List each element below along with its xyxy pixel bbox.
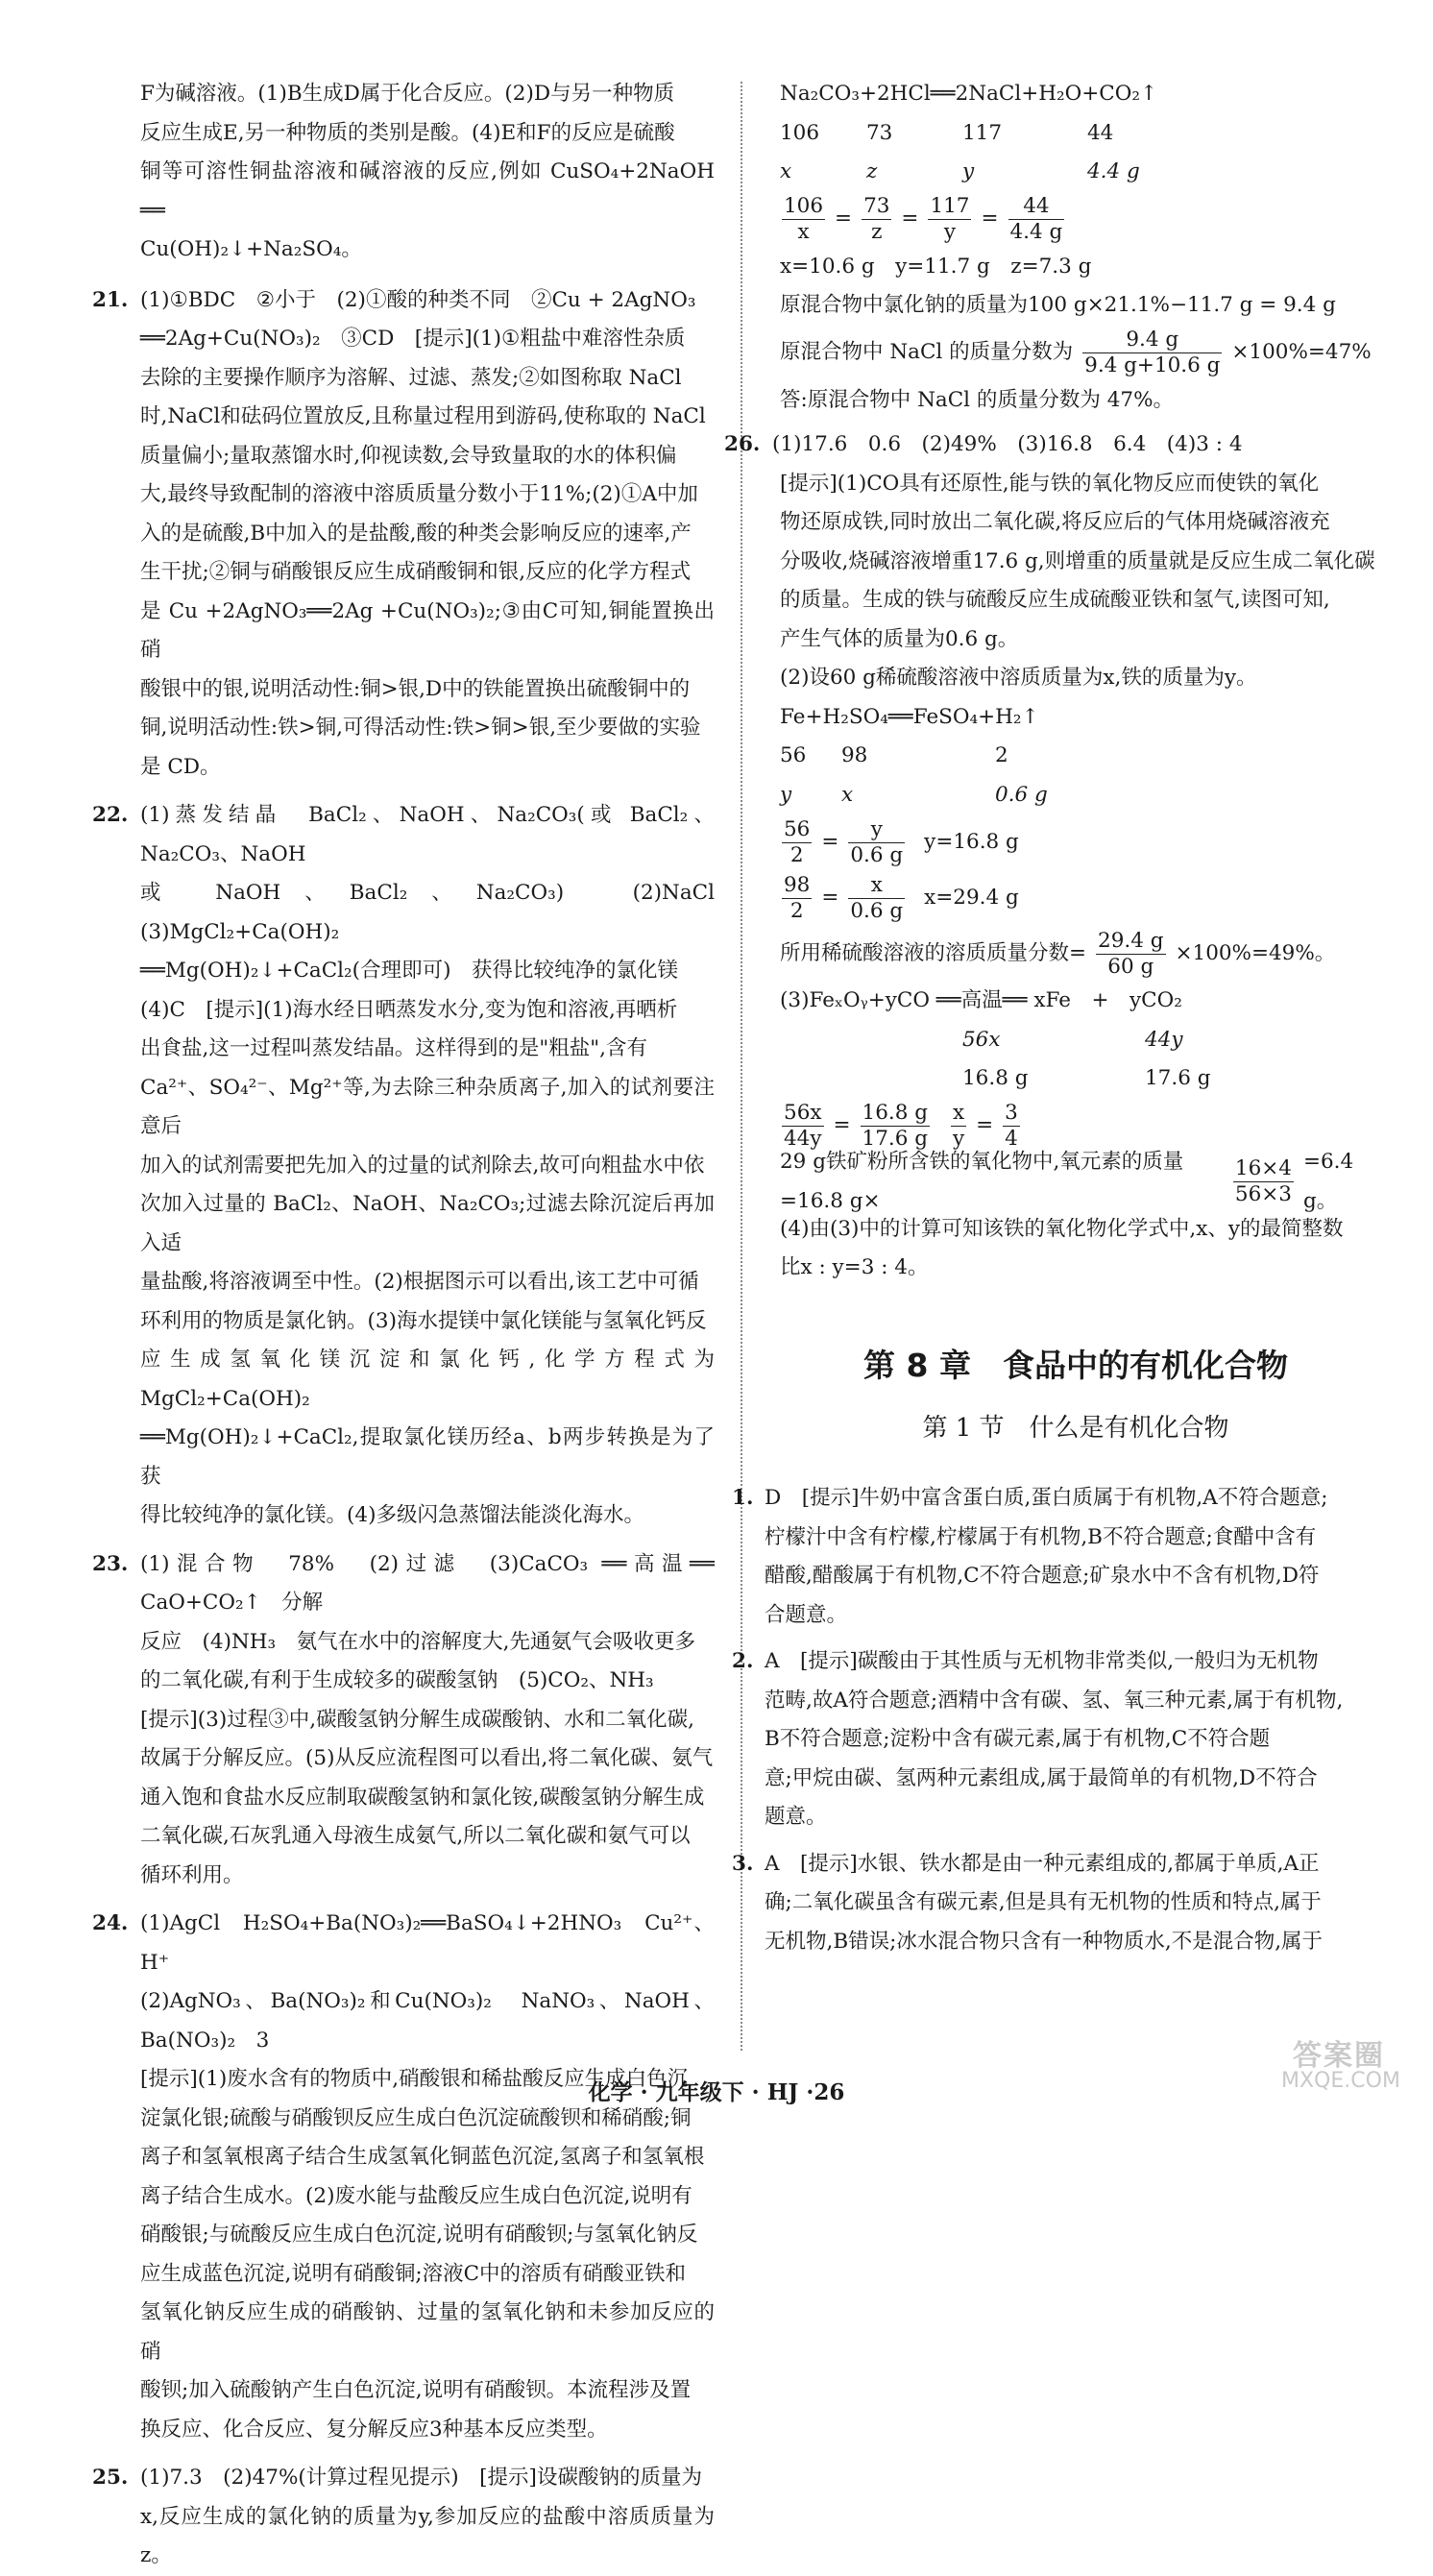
denominator: 60 g	[1107, 954, 1154, 979]
question-23	[92, 1545, 715, 1896]
numerator: 16.8 g	[862, 1101, 928, 1125]
fraction-line	[780, 1150, 1383, 1213]
text-line: [提示](1)CO具有还原性,能与铁的氧化物反应而使铁的氧化	[780, 471, 1320, 496]
fraction	[1082, 328, 1222, 378]
var: x	[780, 159, 792, 183]
question-number: 26.	[724, 432, 761, 456]
text-line: 意;甲烷由碳、氢两种元素组成,属于最简单的有机物,D不符合	[765, 1765, 1318, 1790]
question-22	[92, 796, 736, 1536]
text-line: (1)①BDC ②小于 (2)①酸的种类不同 ②Cu + 2AgNO₃	[140, 287, 696, 312]
mass: 44y	[1145, 1027, 1183, 1052]
denominator: 17.6 g	[862, 1127, 928, 1151]
mass: 117	[962, 120, 1003, 145]
denominator: 2	[789, 898, 804, 923]
numerator: 98	[784, 872, 811, 897]
answer-line: 答:原混合物中 NaCl 的质量分数为 47%。	[780, 387, 1174, 412]
text-line: 题意。	[765, 1805, 827, 1829]
denominator: 56×3	[1234, 1182, 1292, 1206]
text-line: 是 CD。	[140, 754, 221, 779]
text-line: 出食盐,这一过程叫蒸发结晶。这样得到的是"粗盐",含有	[140, 1036, 647, 1060]
question-number: 1.	[732, 1486, 754, 1510]
text-line: ══Mg(OH)₂↓+CaCl₂,提取氯化镁历经a、b两步转换是为了获	[140, 1425, 715, 1489]
var: 4.4 g	[1087, 159, 1140, 183]
text-fragment: ×100%=49%。	[1175, 940, 1336, 965]
question-1	[732, 1479, 1383, 1635]
var: y	[962, 159, 975, 183]
equation: (3)FeₓOᵧ+yCO ══高温══ xFe + yCO₂	[780, 988, 1182, 1012]
text-line: 铜,说明活动性:铁>铜,可得活动性:铁>铜>银,至少要做的实验	[140, 716, 701, 740]
text-line: 生干扰;②铜与硝酸银反应生成硝酸铜和银,反应的化学方程式	[140, 560, 692, 584]
denominator: 9.4 g+10.6 g	[1084, 353, 1221, 377]
right-column-lower	[732, 1479, 1383, 1961]
text-line: 次加入过量的 BaCl₂、NaOH、Na₂CO₃;过滤去除沉淀后再加入适	[140, 1192, 715, 1255]
numerator: 106	[784, 194, 824, 218]
ratio-equation: $\frac{56}{2}$ = $\frac{y}{0.6 g}$ y=16.8 g	[784, 816, 1019, 867]
numerator: y	[848, 817, 905, 843]
text-line: (1)蒸发结晶 BaCl₂、NaOH、Na₂CO₃(或 BaCl₂、Na₂CO₃、NaOH	[140, 803, 715, 866]
question-2	[732, 1642, 1383, 1837]
text-line: 故属于分解反应。(5)从反应流程图可以看出,将二氧化碳、氨气	[140, 1746, 714, 1770]
text-line: Ca²⁺、SO₄²⁻、Mg²⁺等,为去除三种杂质离子,加入的试剂要注意后	[140, 1075, 715, 1138]
mass: 56	[780, 743, 807, 767]
text-line: Cu(OH)₂↓+Na₂SO₄。	[140, 237, 362, 261]
question-number: 25.	[92, 2466, 129, 2490]
numerator: 56x	[782, 1101, 824, 1127]
question-number: 3.	[732, 1851, 754, 1876]
text-line: 时,NaCl和砝码位置放反,且称量过程用到游码,使称取的 NaCl	[140, 404, 706, 428]
fraction	[1233, 1156, 1294, 1207]
ratio-equation: $\frac{56x}{44y}$ = $\frac{16.8 g}{17.6 g}$ $\frac{x}{y}$ = $\frac{3}{4}$	[784, 1101, 1018, 1151]
var-row	[780, 776, 1383, 815]
text-line: (4)由(3)中的计算可知该铁的氧化物化学式中,x、y的最简整数	[780, 1216, 1344, 1241]
text-line: 离子结合生成水。(2)废水能与盐酸反应生成白色沉淀,说明有	[140, 2183, 692, 2208]
fraction-line	[780, 326, 1383, 381]
text-line: (1)AgCl H₂SO₄+Ba(NO₃)₂══BaSO₄↓+2HNO₃ Cu²⁺、H⁺	[140, 1911, 715, 1975]
solution-line: x=10.6 g y=11.7 g z=7.3 g	[780, 254, 1092, 279]
text-line: 比x : y=3 : 4。	[780, 1255, 929, 1279]
equation: Na₂CO₃+2HCl══2NaCl+H₂O+CO₂↑	[780, 82, 1157, 106]
var: 16.8 g	[962, 1066, 1029, 1090]
text-line: (1)7.3 (2)47%(计算过程见提示) [提示]设碳酸钠的质量为	[140, 2466, 702, 2490]
text-line: x,反应生成的氯化钠的质量为y,参加反应的盐酸中溶质质量为z。	[140, 2504, 715, 2567]
text-line: 确;二氧化碳虽含有碳元素,但是具有无机物的性质和特点,属于	[765, 1890, 1322, 1914]
text-line: 应生成蓝色沉淀,说明有硝酸铜;溶液C中的溶质有硝酸亚铁和	[140, 2261, 687, 2286]
text-line: 去除的主要操作顺序为溶解、过滤、蒸发;②如图称取 NaCl	[140, 365, 682, 390]
ratio-equation: $\frac{106}{x}$ = $\frac{73}{z}$ = $\frac{117}{y}$ = $\frac{44}{4.4 g}$	[784, 194, 1063, 244]
question-3	[732, 1845, 1383, 1962]
text-line: 应生成氢氧化镁沉淀和氯化钙,化学方程式为 MgCl₂+Ca(OH)₂	[140, 1348, 715, 1411]
text-line: [提示](3)过程③中,碳酸氢钠分解生成碳酸钠、水和二氧化碳,	[140, 1707, 694, 1732]
text-line: 的质量。生成的铁与硫酸反应生成硫酸亚铁和氢气,读图可知,	[780, 588, 1330, 612]
numerator: 9.4 g	[1082, 328, 1222, 353]
watermark-logo: 答案圈	[1293, 2039, 1385, 2073]
text-line: 铜等可溶性铜盐溶液和碱溶液的反应,例如 CuSO₄+2NaOH ══	[140, 159, 715, 223]
mass: 2	[995, 743, 1008, 767]
question-26	[724, 425, 1383, 1288]
text-line: ══2Ag+Cu(NO₃)₂ ③CD [提示](1)①粗盐中难溶性杂质	[140, 327, 686, 351]
text-line: 质量偏小;量取蒸馏水时,仰视读数,会导致量取的水的体积偏	[140, 443, 677, 468]
text-line: (2)AgNO₃、Ba(NO₃)₂和Cu(NO₃)₂ NaNO₃、NaOH、Ba(NO₃)₂ 3	[140, 1989, 715, 2053]
text-line: [提示](1)废水含有的物质中,硝酸银和稀盐酸反应生成白色沉	[140, 2067, 689, 2091]
denominator: x	[797, 220, 810, 244]
var-row	[780, 1059, 1383, 1099]
text-line: 淀氯化银;硫酸与硝酸钡反应生成白色沉淀硫酸钡和稀硝酸;铜	[140, 2105, 692, 2130]
text-line: 硝酸银;与硫酸反应生成白色沉淀,说明有硝酸钡;与氢氧化钠反	[140, 2223, 698, 2247]
text-line: (4)C [提示](1)海水经日晒蒸发水分,变为饱和溶液,再晒析	[140, 997, 678, 1022]
section-title: 第 1 节 什么是有机化合物	[922, 1414, 1229, 1443]
numerator: 117	[930, 194, 970, 218]
mass: 56x	[962, 1027, 1001, 1052]
text-line: 加入的试剂需要把先加入的过量的试剂除去,故可向粗盐水中依	[140, 1153, 705, 1178]
text-line: 反应生成E,另一种物质的类别是酸。(4)E和F的反应是硫酸	[140, 120, 675, 145]
q25-solution	[768, 75, 1383, 420]
numerator: 73	[863, 194, 890, 218]
var: z	[866, 159, 878, 183]
text-fragment: =6.4 g。	[1302, 1150, 1354, 1213]
denominator: 4.4 g	[1009, 220, 1063, 244]
text-line: D [提示]牛奶中富含蛋白质,蛋白质属于有机物,A不符合题意;	[765, 1486, 1328, 1510]
mass: 44	[1087, 120, 1114, 145]
var: 0.6 g	[995, 782, 1048, 807]
var: y	[780, 782, 792, 807]
text-line: 无机物,B错误;冰水混合物只含有一种物质水,不是混合物,属于	[765, 1929, 1324, 1954]
text-line: 循环利用。	[140, 1862, 244, 1887]
text-line: 柠檬汁中含有柠檬,柠檬属于有机物,B不符合题意;食醋中含有	[765, 1524, 1317, 1549]
var: 17.6 g	[1145, 1066, 1211, 1090]
denominator: 0.6 g	[850, 842, 904, 867]
text-line: 环利用的物质是氯化钠。(3)海水提镁中氯化镁能与氢氧化钙反	[140, 1308, 707, 1333]
intro-block	[92, 75, 715, 270]
text-line: 醋酸,醋酸属于有机物,C不符合题意;矿泉水中不含有机物,D符	[765, 1564, 1320, 1588]
numerator: 56	[784, 816, 811, 841]
right-column	[724, 75, 1383, 1288]
text-line: 氢氧化钠反应生成的硝酸钠、过量的氢氧化钠和未参加反应的硝	[140, 2300, 715, 2364]
mass: 73	[866, 120, 893, 145]
result: y=16.8 g	[924, 829, 1019, 854]
denominator: 0.6 g	[850, 898, 904, 923]
numerator: x	[848, 873, 905, 899]
question-number: 24.	[92, 1911, 129, 1935]
text-fragment: ×100%=47%	[1231, 340, 1372, 365]
text-line: 产生气体的质量为0.6 g。	[780, 626, 1019, 651]
text-line: 大,最终导致配制的溶液中溶质质量分数小于11%;(2)①A中加	[140, 482, 698, 506]
mass: 98	[841, 743, 868, 767]
fraction	[928, 194, 971, 245]
numerator: 29.4 g	[1098, 928, 1164, 953]
text-line: (2)设60 g稀硫酸溶液中溶质质量为x,铁的质量为y。	[780, 666, 1257, 690]
question-25	[92, 2459, 715, 2576]
numerator: 16×4	[1234, 1156, 1292, 1180]
text-line: 离子和氢氧根离子结合生成氢氧化铜蓝色沉淀,氢离子和氢氧根	[140, 2145, 705, 2169]
question-number: 23.	[92, 1551, 129, 1576]
denominator: y	[953, 1127, 965, 1151]
watermark-url: MXQE.COM	[1281, 2069, 1400, 2093]
denominator: 2	[789, 842, 804, 867]
fraction	[1096, 929, 1165, 980]
numerator: 44	[1008, 194, 1065, 220]
text-line: 的二氧化碳,有利于生成较多的碳酸氢钠 (5)CO₂、NH₃	[140, 1668, 654, 1692]
text-line: 通入饱和食盐水反应制取碳酸氢钠和氯化铵,碳酸氢钠分解生成	[140, 1785, 705, 1810]
denominator: 4	[1005, 1127, 1018, 1151]
text-line: A [提示]碳酸由于其性质与无机物非常类似,一般归为无机物	[765, 1649, 1319, 1673]
mass-row	[780, 1021, 1383, 1060]
text-line: 范畴,故A符合题意;酒精中含有碳、氢、氧三种元素,属于有机物,	[765, 1688, 1344, 1713]
fraction	[1008, 194, 1065, 245]
equation: Fe+H₂SO₄══FeSO₄+H₂↑	[780, 704, 1039, 729]
text-line: 或 NaOH、BaCl₂、Na₂CO₃) (2)NaCl (3)MgCl₂+Ca(OH)₂	[140, 881, 736, 944]
text-line: A [提示]水银、铁水都是由一种元素组成的,都属于单质,A正	[765, 1851, 1320, 1876]
question-21	[92, 281, 715, 788]
text-line: 酸银中的银,说明活动性:铜>银,D中的铁能置换出硫酸铜中的	[140, 676, 691, 701]
text-line: 得比较纯净的氯化镁。(4)多级闪急蒸馏法能淡化海水。	[140, 1503, 644, 1527]
denominator: y	[943, 220, 957, 244]
text-line: 量盐酸,将溶液调至中性。(2)根据图示可以看出,该工艺中可循	[140, 1270, 699, 1294]
denominator: z	[871, 220, 883, 244]
fraction	[848, 873, 905, 924]
text-fragment: 所用稀硫酸溶液的溶质质量分数=	[780, 940, 1087, 965]
question-number: 2.	[732, 1649, 754, 1673]
text-fragment: 原混合物中 NaCl 的质量分数为	[780, 340, 1074, 365]
text-line: 入的是硫酸,B中加入的是盐酸,酸的种类会影响反应的速率,产	[140, 521, 692, 546]
text-line: 是 Cu +2AgNO₃══2Ag +Cu(NO₃)₂;③由C可知,铜能置换出硝	[140, 598, 715, 662]
text-line: (1)混合物 78% (2)过滤 (3)CaCO₃ ══高温══ CaO+CO₂↑ 分解	[140, 1551, 715, 1615]
mass: 106	[780, 120, 820, 145]
text-line: F为碱溶液。(1)B生成D属于化合反应。(2)D与另一种物质	[140, 82, 675, 106]
result: x=29.4 g	[924, 885, 1019, 910]
fraction	[782, 194, 825, 245]
ratio-equation: $\frac{98}{2}$ = $\frac{x}{0.6 g}$ x=29.4 g	[784, 872, 1019, 923]
fraction	[862, 194, 891, 245]
text-line: 换反应、化合反应、复分解反应3种基本反应类型。	[140, 2417, 608, 2442]
text-fragment: 29 g铁矿粉所含铁的氧化物中,氧元素的质量=16.8 g×	[780, 1150, 1184, 1213]
question-number: 22.	[92, 803, 129, 827]
text-line: 物还原成铁,同时放出二氧化碳,将反应后的气体用烧碱溶液充	[780, 510, 1330, 534]
text-line: 分吸收,烧碱溶液增重17.6 g,则增重的质量就是反应生成二氧化碳	[780, 548, 1375, 573]
answer-line: (1)17.6 0.6 (2)49% (3)16.8 6.4 (4)3 : 4	[772, 432, 1243, 456]
text-line: 合题意。	[765, 1602, 848, 1627]
text-line: ══Mg(OH)₂↓+CaCl₂(合理即可) 获得比较纯净的氯化镁	[140, 959, 678, 983]
mass-row	[780, 114, 1383, 154]
text-line: 反应 (4)NH₃ 氨气在水中的溶解度大,先通氨气会吸收更多	[140, 1629, 695, 1654]
var: x	[841, 782, 854, 807]
text-line: 原混合物中氯化钠的质量为100 g×21.1%−11.7 g = 9.4 g	[780, 293, 1336, 317]
text-line: B不符合题意;淀粉中含有碳元素,属于有机物,C不符合题	[765, 1727, 1271, 1751]
fraction	[848, 817, 905, 868]
fraction	[782, 817, 812, 868]
question-24	[92, 1905, 715, 2449]
denominator: 44y	[784, 1127, 822, 1151]
fraction	[782, 873, 812, 924]
mass-row	[780, 737, 1383, 776]
text-line: 二氧化碳,石灰乳通入母液生成氨气,所以二氧化碳和氨气可以	[140, 1824, 691, 1848]
numerator: 3	[1005, 1101, 1018, 1125]
chapter-title: 第 8 章 食品中的有机化合物	[863, 1347, 1288, 1384]
question-number: 21.	[92, 287, 129, 312]
numerator: x	[951, 1101, 966, 1127]
page-footer: 化学 · 九年级下 · HJ ·26	[588, 2079, 845, 2105]
watermark	[1281, 2039, 1400, 2102]
var-row	[780, 153, 1383, 192]
text-line: 酸钡;加入硫酸钠产生白色沉淀,说明有硝酸钡。本流程涉及置	[140, 2378, 692, 2402]
fraction-line	[780, 926, 1383, 982]
